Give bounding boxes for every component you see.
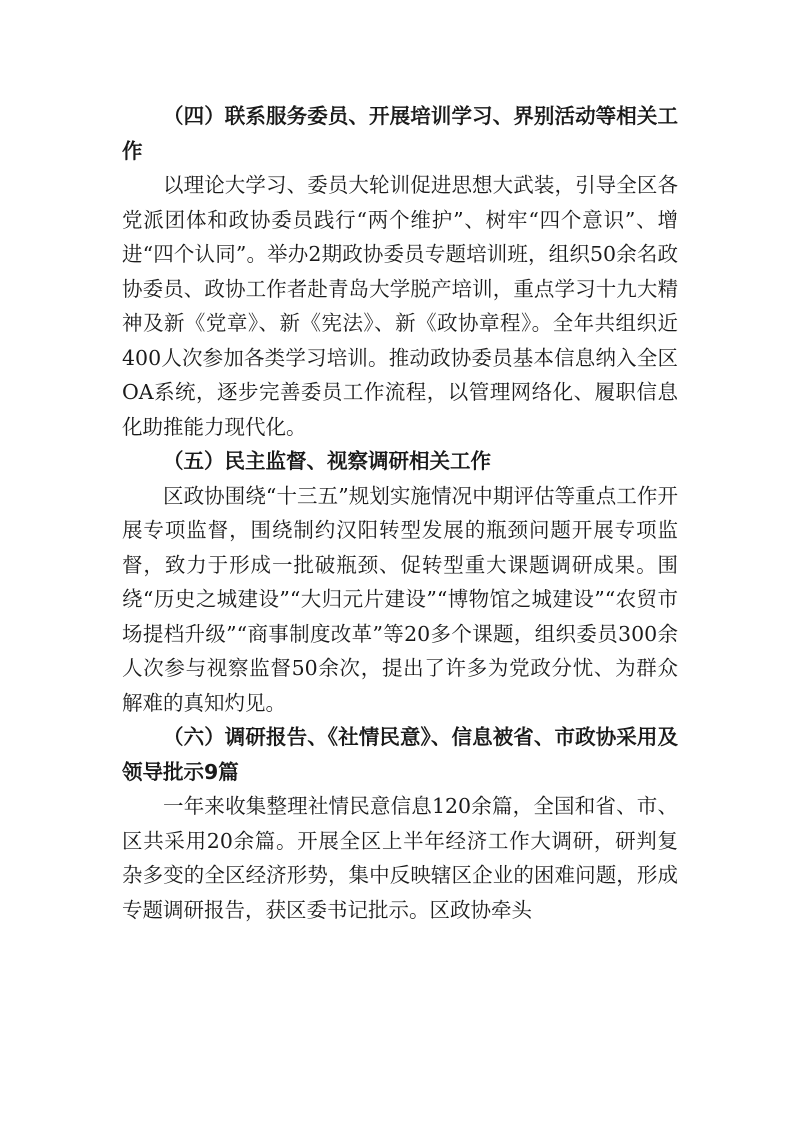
section-body-5: 区政协围绕“十三五”规划实施情况中期评估等重点工作开展专项监督，围绕制约汉阳转型发展的瓶颈问题开展专项监督，致力于形成一批破瓶颈、促转型重大课题调研成果。围绕“历史之城建设”“大归元片建设”“博物馆之城建设”“农贸市场提档升级”“商事制度改革”等20多个课题，组织委员300余人次参与视察监督50余次，提出了许多为党政分忧、为群众解难的真知灼见。 [122, 483, 678, 715]
section-body-6: 一年来收集整理社情民意信息120余篇，全国和省、市、区共采用20余篇。开展全区上半年经济工作大调研，研判复杂多变的全区经济形势，集中反映辖区企业的困难问题，形成专题调研报告，获区委书记批示。区政协牵头 [122, 794, 678, 922]
section-heading-5: （五）民主监督、视察调研相关工作 [163, 449, 491, 473]
section-heading-4: （四）联系服务委员、开展培训学习、界别活动等相关工作 [122, 104, 678, 163]
section-body-4: 以理论大学习、委员大轮训促进思想大武装，引导全区各党派团体和政协委员践行“两个维护”、树牢“四个意识”、增进“四个认同”。举办2期政协委员专题培训班，组织50余名政协委员、政协工作者赴青岛大学脱产培训，重点学习十九大精神及新《党章》、新《宪法》、新《政协章程》。全年共组织近400人次参加各类学习培训。推动政协委员基本信息纳入全区OA系统，逐步完善委员工作流程，以管理网络化、履职信息化助推能力现代化。 [122, 173, 678, 439]
section-heading-6: （六）调研报告、《社情民意》、信息被省、市政协采用及领导批示9篇 [122, 725, 678, 784]
document-page [122, 99, 678, 927]
